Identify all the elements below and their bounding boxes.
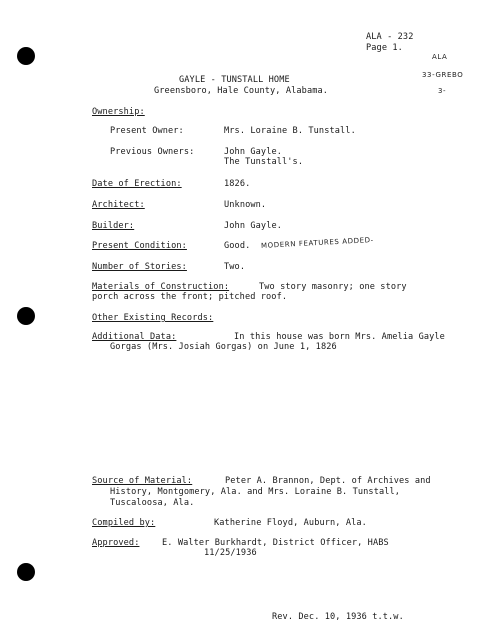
present-owner-label: Present Owner: [110,126,184,136]
page-number: Page 1. [366,43,403,53]
previous-owner-2: The Tunstall's. [224,157,304,167]
survey-code: ALA - 232 [366,32,414,42]
condition-handwritten-note: MODERN FEATURES ADDED- [260,236,374,250]
records-heading: Other Existing Records: [92,313,214,323]
previous-owners-label: Previous Owners: [110,147,195,157]
materials-label: Materials of Construction: [92,282,230,292]
compiled-label: Compiled by: [92,518,156,528]
materials-value-1: Two story masonry; one story [259,282,407,292]
architect-value: Unknown. [224,200,267,210]
source-label: Source of Material: [92,476,193,486]
approved-value: E. Walter Burkhardt, District Officer, HABS [162,538,389,548]
architect-label: Architect: [92,200,145,210]
punch-hole-bottom [17,563,35,581]
handwritten-number: 3- [438,87,447,95]
erection-label: Date of Erection: [92,179,182,189]
punch-hole-top [17,47,35,65]
punch-hole-middle [17,307,35,325]
stories-value: Two. [224,262,246,272]
source-line-2: History, Montgomery, Ala. and Mrs. Loraine B. Tunstall, [110,487,401,497]
document-title: GAYLE - TUNSTALL HOME [179,75,290,85]
approved-date: 11/25/1936 [204,548,257,558]
additional-data-line-2: Gorgas (Mrs. Josiah Gorgas) on June 1, 1826 [110,342,337,352]
builder-value: John Gayle. [224,221,283,231]
additional-data-label: Additional Data: [92,332,177,342]
condition-value: Good. [224,241,251,251]
compiled-value: Katherine Floyd, Auburn, Ala. [214,518,367,528]
materials-value-2: porch across the front; pitched roof. [92,292,288,302]
condition-label: Present Condition: [92,241,187,251]
stories-label: Number of Stories: [92,262,187,272]
ownership-heading: Ownership: [92,107,145,117]
handwritten-reference: 33-GREBO [422,71,464,79]
present-owner-value: Mrs. Loraine B. Tunstall. [224,126,356,136]
additional-data-line-1: In this house was born Mrs. Amelia Gayle [234,332,445,342]
revision-note: Rev. Dec. 10, 1936 t.t.w. [272,612,404,622]
builder-label: Builder: [92,221,135,231]
source-line-1: Peter A. Brannon, Dept. of Archives and [225,476,431,486]
document-location: Greensboro, Hale County, Alabama. [154,86,329,96]
erection-value: 1826. [224,179,251,189]
handwritten-ala: ALA [432,53,448,61]
source-line-3: Tuscaloosa, Ala. [110,498,195,508]
previous-owner-1: John Gayle. [224,147,283,157]
approved-label: Approved: [92,538,140,548]
